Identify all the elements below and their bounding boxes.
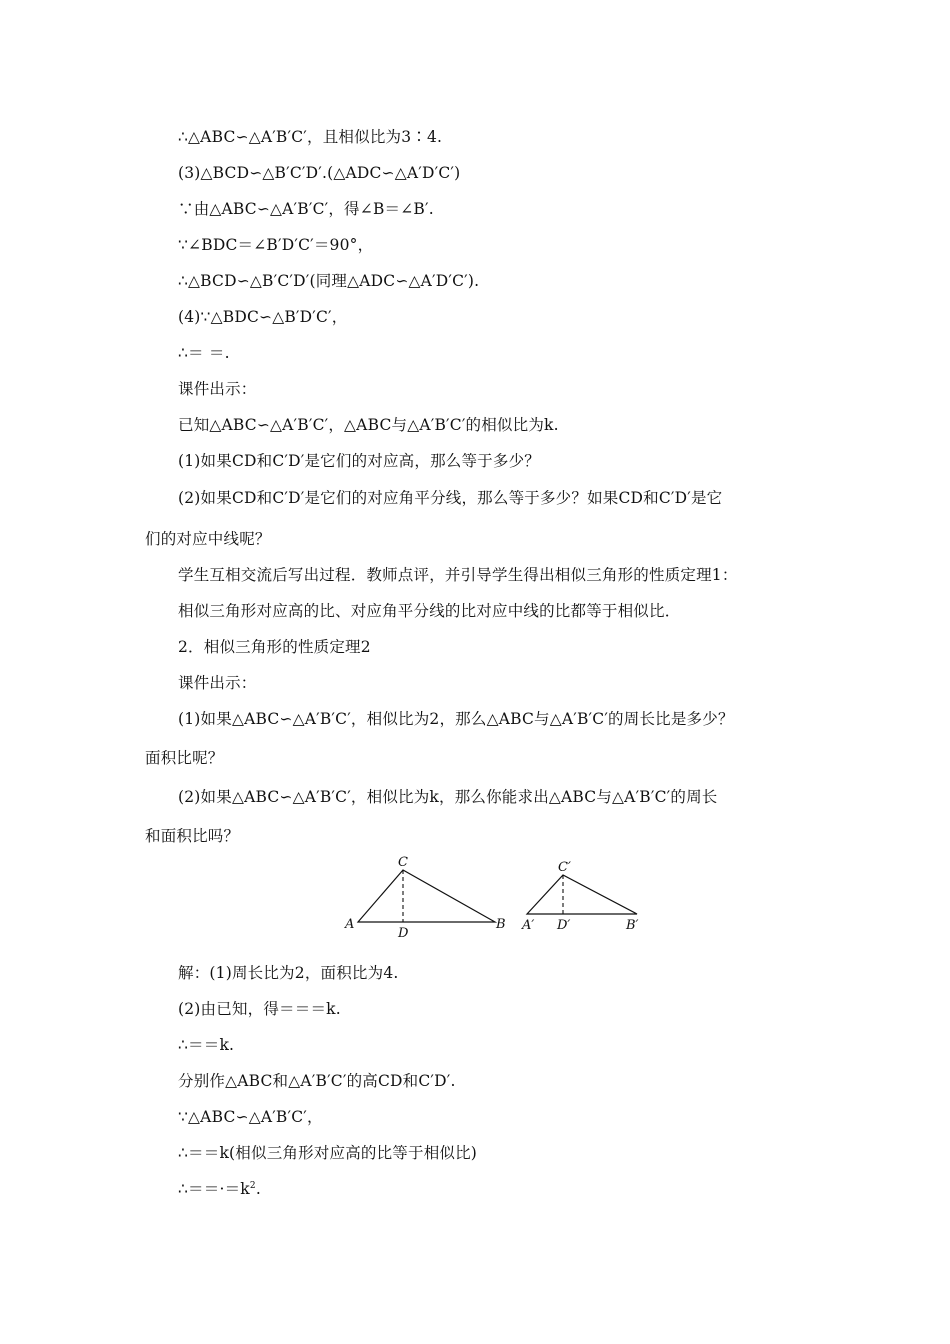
text-line-19: (2)如果△ABC∽△A′B′C′，相似比为k，那么你能求出△ABC与△A′B′C′的周长 bbox=[178, 788, 718, 806]
text-line-22: (2)由已知，得＝＝＝k. bbox=[178, 1000, 341, 1018]
text-line-23: ∴＝＝k. bbox=[178, 1036, 235, 1054]
text-line-26: ∴＝＝k(相似三角形对应高的比等于相似比) bbox=[178, 1144, 478, 1162]
label-d-prime: D′ bbox=[557, 918, 571, 933]
triangle-abc bbox=[344, 855, 506, 941]
text-line-17: (1)如果△ABC∽△A′B′C′，相似比为2，那么△ABC与△A′B′C′的周长比是多少？ bbox=[178, 710, 734, 728]
text-line-11: (2)如果CD和C′D′是它们的对应角平分线，那么等于多少？如果CD和C′D′是它 bbox=[178, 489, 723, 507]
text-line-14: 相似三角形对应高的比、对应角平分线的比对应中线的比都等于相似比． bbox=[178, 602, 681, 620]
text-line-20: 和面积比吗？ bbox=[145, 827, 240, 845]
text-line-1: ∴△ABC∽△A′B′C′，且相似比为3∶4. bbox=[178, 128, 443, 146]
text-line-27-main: ∴＝＝·＝k bbox=[178, 1180, 250, 1198]
text-line-9: 已知△ABC∽△A′B′C′，△ABC与△A′B′C′的相似比为k. bbox=[178, 416, 559, 434]
triangle-a-prime-b-prime-c-prime bbox=[521, 860, 639, 933]
text-line-4: ∵∠BDC＝∠B′D′C′＝90°， bbox=[178, 236, 374, 254]
text-line-24: 分别作△ABC和△A′B′C′的高CD和C′D′. bbox=[178, 1072, 456, 1090]
label-c-prime: C′ bbox=[558, 860, 571, 875]
text-line-16: 课件出示： bbox=[178, 674, 257, 692]
text-line-12: 们的对应中线呢？ bbox=[145, 530, 271, 548]
label-c: C bbox=[398, 855, 408, 870]
label-b-prime: B′ bbox=[626, 918, 639, 933]
text-line-15: 2．相似三角形的性质定理2 bbox=[178, 638, 371, 656]
label-b: B bbox=[496, 917, 506, 932]
text-line-6: (4)∵△BDC∽△B′D′C′， bbox=[178, 308, 348, 326]
label-a-prime: A′ bbox=[522, 918, 535, 933]
text-line-8: 课件出示： bbox=[178, 380, 257, 398]
text-line-18: 面积比呢？ bbox=[145, 749, 224, 767]
text-line-3: ∵由△ABC∽△A′B′C′，得∠B＝∠B′. bbox=[178, 200, 434, 218]
text-line-21: 解：(1)周长比为2，面积比为4. bbox=[178, 964, 399, 982]
label-d: D bbox=[398, 926, 409, 941]
text-line-25: ∵△ABC∽△A′B′C′， bbox=[178, 1108, 323, 1126]
exponent: 2 bbox=[249, 1180, 256, 1191]
text-line-2: (3)△BCD∽△B′C′D′.(△ADC∽△A′D′C′) bbox=[178, 164, 461, 182]
text-line-10: (1)如果CD和C′D′是它们的对应高，那么等于多少？ bbox=[178, 452, 540, 470]
text-line-5: ∴△BCD∽△B′C′D′(同理△ADC∽△A′D′C′). bbox=[178, 272, 480, 290]
label-a: A bbox=[345, 917, 355, 932]
text-line-27-end: . bbox=[255, 1180, 261, 1198]
text-line-13: 学生互相交流后写出过程．教师点评，并引导学生得出相似三角形的性质定理1： bbox=[178, 566, 738, 584]
text-line-7: ∴＝ ＝. bbox=[178, 344, 230, 362]
text-line-27 bbox=[178, 1179, 261, 1199]
